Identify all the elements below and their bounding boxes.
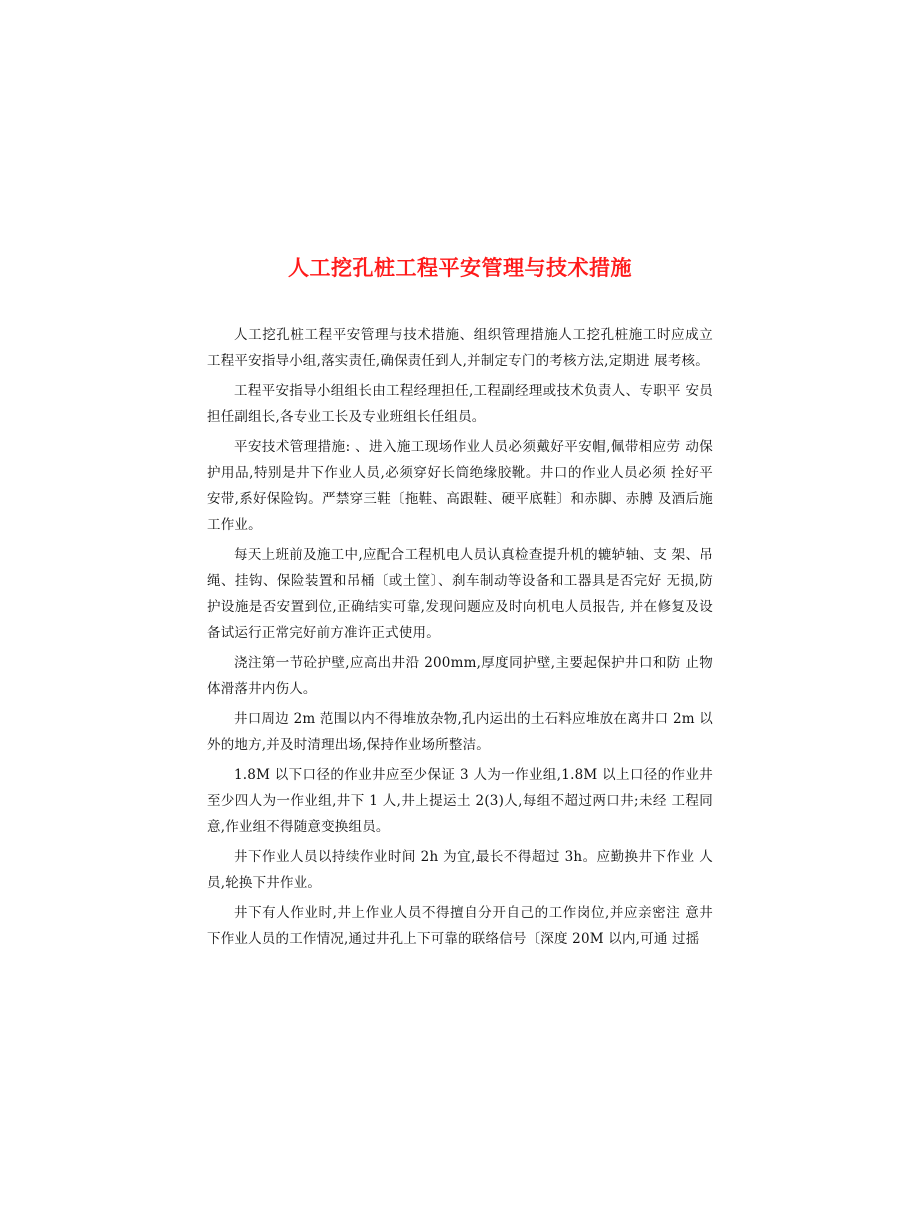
- paragraph: 井口周边 2m 范围以内不得堆放杂物,孔内运出的土石料应堆放在离井口 2m 以外的地方,并及时清理出场,保持作业场所整洁。: [207, 711, 713, 753]
- paragraph: 1.8M 以下口径的作业井应至少保证 3 人为一作业组,1.8M 以上口径的作业井至少四人为一作业组,井下 1 人,井上提运土 2(3)人,每组不超过两口井;未经 工程同意,作业组不得随意变换组员。: [207, 767, 713, 835]
- paragraph: 人工挖孔桩工程平安管理与技术措施、组织管理措施人工挖孔桩施工时应成立工程平安指导小组,落实责任,确保责任到人,并制定专门的考核方法,定期进 展考核。: [207, 327, 713, 369]
- document-title: 人工挖孔桩工程平安管理与技术措施: [288, 256, 632, 280]
- document-body: [207, 322, 713, 956]
- paragraph: 工程平安指导小组组长由工程经理担任,工程副经理或技术负责人、专职平 安员担任副组长,各专业工长及专业班组长任组员。: [207, 383, 713, 425]
- paragraph: 浇注第一节砼护壁,应高出井沿 200mm,厚度同护壁,主要起保护井口和防 止物体滑落井内伤人。: [207, 655, 713, 697]
- paragraph: 每天上班前及施工中,应配合工程机电人员认真检查提升机的辘轳轴、支 架、吊绳、挂钩、保险装置和吊桶〔或土筐〕、刹车制动等设备和工器具是否完好 无损,防护设施是否安置到位,正确结实可靠,发现问题应及时向机电人员报告, 并在修复及设备试运行正常完好前方准许正式使用。: [207, 547, 713, 641]
- paragraph: 井下有人作业时,井上作业人员不得擅自分开自己的工作岗位,并应亲密注 意井下作业人员的工作情况,通过井孔上下可靠的联络信号〔深度 20M 以内,可通 过摇: [207, 905, 713, 947]
- paragraph: 平安技术管理措施: 、进入施工现场作业人员必须戴好平安帽,佩带相应劳 动保护用品,特别是井下作业人员,必须穿好长筒绝缘胶靴。井口的作业人员必须 拴好平安带,系好保险钩。严禁穿三鞋〔拖鞋、高跟鞋、硬平底鞋〕和赤脚、赤膊 及酒后施工作业。: [207, 439, 713, 533]
- paragraph: 井下作业人员以持续作业时间 2h 为宜,最长不得超过 3h。应勤换井下作业 人员,轮换下井作业。: [207, 849, 713, 891]
